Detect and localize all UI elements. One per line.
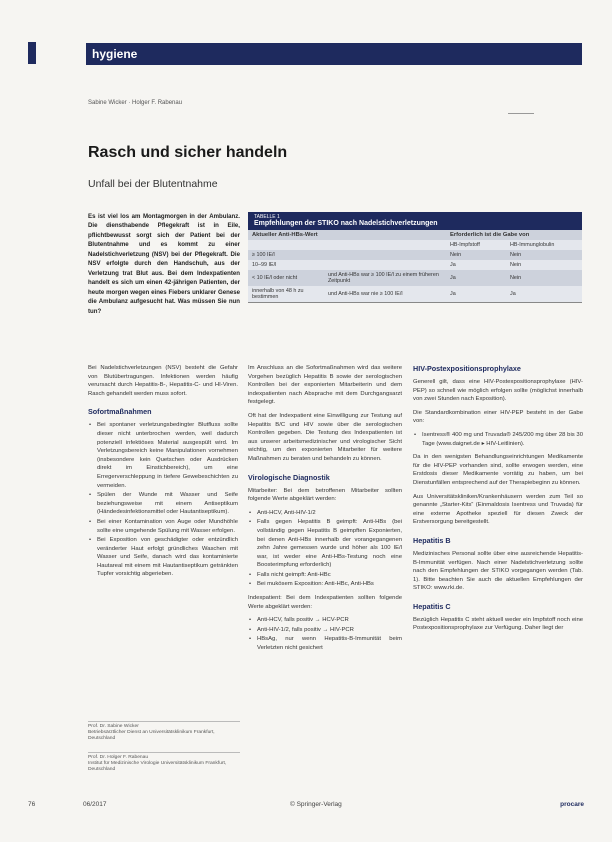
list-item: • Bei spontaner verletzungsbedingter Blutfluss sollte dieser nicht unterbrochen werden, weil dadurch potenziell infektiöses Material ausgespült wird. Im Verletzungsbereich keine Manipulationen vornehmen (insbesondere kein Quetschen oder Ausdrücken direkt im Einstichbereich), um eine Erregerverschleppung in tiefere Gewebeschichten zu vermeiden. xyxy=(88,421,238,490)
body-paragraph: Bezüglich Hepatitis C steht aktuell weder ein Impfstoff noch eine Postexpositionsprophylaxe zur Verfügung. Daher liegt der xyxy=(413,616,583,632)
list-item: • Anti-HCV, falls positiv → HCV-PCR xyxy=(248,616,402,625)
table-subheader: HB-Impfstoff xyxy=(446,240,506,250)
publisher: © Springer-Verlag xyxy=(290,801,342,808)
text-column-2 xyxy=(248,364,402,658)
body-paragraph: Mitarbeiter: Bei dem betroffenen Mitarbeiter sollten folgende Werte abgeklärt werden: xyxy=(248,487,402,503)
list-item: • Isentress® 400 mg und Truvada® 245/200 mg über 28 bis 30 Tage (www.daignet.de ▸ HIV-Leitlinien). xyxy=(413,431,583,448)
table-row xyxy=(248,260,582,270)
table-row xyxy=(248,270,582,286)
table-cell: Nein xyxy=(506,250,582,260)
text-column-1 xyxy=(88,364,238,584)
author-affiliation: Institut für Medizinische Virologie Universitätsklinikum Frankfurt, Deutschland xyxy=(88,761,227,773)
body-paragraph: Die Standardkombination einer HIV-PEP besteht in der Gabe von: xyxy=(413,409,583,425)
body-paragraph: Im Anschluss an die Sofortmaßnahmen wird das weitere Vorgehen bezüglich Hepatitis B sowie der serologischen Kontrollen bei der exponierten Mitarbeiterin und dem indexpatienten nach Absprache mit dem Durchgangsarzt festgelegt. xyxy=(248,365,402,406)
body-paragraph: Generell gilt, dass eine HIV-Postexpositionsprophylaxe (HIV-PEP) so schnell wie möglich erfolgen sollte (möglichst innerhalb von zwei Stunden nach Exposition). xyxy=(413,379,583,403)
list-item: • Anti-HIV-1/2, falls positiv → HIV-PCR xyxy=(248,626,402,635)
section-heading: HIV-Postexpositionsprophylaxe xyxy=(413,364,521,373)
section-label: hygiene xyxy=(92,47,138,61)
text-column-3 xyxy=(413,364,583,638)
table-cell: Nein xyxy=(506,270,582,286)
page-number: 76 xyxy=(28,801,36,808)
list-item: • Anti-HCV, Anti-HIV-1/2 xyxy=(248,509,402,518)
list-item: • Bei mukösem Exposition: Anti-HBc, Anti-HBs xyxy=(248,580,402,589)
list-item: • Bei einer Kontamination von Auge oder Mundhöhle sollte eine umgehende Spülung mit Wasser erfolgen. xyxy=(88,518,238,535)
table-cell: Ja xyxy=(446,286,506,303)
body-paragraph: Indexpatient: Bei dem Indexpatienten sollten folgende Werte abgeklärt werden: xyxy=(248,595,402,610)
table-cell: 10–99 IE/l xyxy=(248,260,446,270)
bullet-list xyxy=(88,421,238,579)
table-cell: ≥ 100 IE/l xyxy=(248,250,446,260)
page-title: Rasch und sicher handeln xyxy=(88,144,288,161)
section-marker xyxy=(28,42,36,64)
journal-brand: procare xyxy=(560,801,584,808)
table-tag: TABELLE 1 xyxy=(254,214,280,220)
author-affiliation: Betriebsärztlicher Dienst an Universitätsklinikum Frankfurt, Deutschland xyxy=(88,730,215,742)
section-heading: Virologische Diagnostik xyxy=(248,472,330,482)
list-item: • Spülen der Wunde mit Wasser und Seife beziehungsweise mit einem Antiseptikum (Händedesinfektionsmittel oder Hautantiseptikum). xyxy=(88,491,238,517)
section-heading: Hepatitis B xyxy=(413,535,451,545)
list-item: • Bei Exposition von geschädigter oder entzündlich veränderter Haut erfolgt gründliches Waschen mit Wasser und Seife, danach wird das kontaminierte Hautareal mit einem mit Hautantiseptikum getränkten Tupfer vorsichtig abgerieben. xyxy=(88,536,238,579)
table-cell xyxy=(248,240,446,250)
section-header xyxy=(86,43,582,65)
table-cell: Ja xyxy=(446,260,506,270)
bullet-list xyxy=(248,509,402,589)
author-name: Prof. Dr. Holger F. Rabenau xyxy=(88,755,149,760)
table-cell: Nein xyxy=(506,260,582,270)
page-subtitle: Unfall bei der Blutentnahme xyxy=(88,178,218,190)
table-col-header: Aktueller Anti-HBs-Wert xyxy=(248,230,446,240)
table-title: Empfehlungen der STIKO nach Nadelstichverletzungen xyxy=(254,220,438,227)
body-paragraph: Medizinisches Personal sollte über eine ausreichende Hepatitis-B-Immunität verfügen. Nach einer Nadelstichverletzung sollte nach den Empfehlungen der STIKO vorgegangen werden (Tab. 1). Bitte beachten Sie auch die aktuellen Empfehlungen der STIKO: www.rki.de. xyxy=(413,550,583,592)
byline: Sabine Wicker · Holger F. Rabenau xyxy=(88,100,183,106)
table-row xyxy=(248,250,582,260)
table-cell: Ja xyxy=(506,286,582,303)
page-footer xyxy=(28,801,584,813)
lead-paragraph: Es ist viel los am Montagmorgen in der Ambulanz. Die diensthabende Pflegekraft ist in Eile, pflichtbewusst sorgt sich der Patient bei der Blutentnahme und es kommt zu einer Nadelstichverletzung (NSV) bei der Pflegekraft. Die NSV erfolgte durch den Handschuh, aus der Verletzung trat Blut aus. Bei dem Indexpatienten handelt es sich um einen 42-jährigen Patienten, der heute morgen wegen eines Fiebers unklarer Genese die Ambulanz aufgesucht hat. Was müssen Sie nun tun? xyxy=(88,213,240,315)
list-item: • HBsAg, nur wenn Hepatitis-B-Immunität beim Verletzten nicht gesichert xyxy=(248,635,402,652)
stiko-table xyxy=(248,212,582,303)
issue-number: 06/2017 xyxy=(83,801,107,808)
author-name: Prof. Dr. Sabine Wicker xyxy=(88,724,139,729)
body-paragraph: Da in den wenigsten Behandlungseinrichtungen Medikamente für die HIV-PEP vorhanden sind, sollte erwogen werden, eine Erstdosis dieser Medikamente vorrätig zu haben, um bei Dienstunfällen entsprechend auf der Therapiebeginn zu können. xyxy=(413,454,583,486)
table-header xyxy=(248,212,582,230)
list-item: • Falls nicht geimpft: Anti-HBc xyxy=(248,571,402,580)
section-heading: Hepatitis C xyxy=(413,601,451,611)
table-col-header: Erforderlich ist die Gabe von xyxy=(446,230,582,240)
author-box xyxy=(88,721,240,743)
intro-paragraph: Bei Nadelstichverletzungen (NSV) besteht die Gefahr von Blutübertragungen. Infektionen werden häufig verursacht durch Hepatitis-B-, Hepatitis-C- und HI-Viren. Rasch gehandelt werden muss sofort. xyxy=(88,365,238,397)
table-cell: Ja xyxy=(446,270,506,286)
table-cell: und Anti-HBs war ≥ 100 IE/l zu einem früheren Zeitpunkt xyxy=(324,270,446,286)
table-body xyxy=(248,230,582,303)
body-paragraph: Aus Universitätskliniken/Krankenhäusern werden zum Teil so genannte „Starter-Kits“ (Einmaldosis Isentress und Truvada) für eine externe Apotheke speziell für diesen Zweck der Erstversorgung bereitgestellt. xyxy=(413,493,583,526)
header-rule xyxy=(508,113,534,114)
table-subheader: HB-Immunglobulin xyxy=(506,240,582,250)
list-item: • Falls gegen Hepatitis B geimpft: Anti-HBs (bei vollständig gegen Hepatitis B geimpften Exponierten, bei denen Anti-HBs innerhalb der vorangegangenen zehn Jahre gemessen wurde und höher als 100 IE/l war, ist weder eine Anti-HBs-Testung noch eine Boosterimpfung erforderlich) xyxy=(248,518,402,570)
section-heading: Sofortmaßnahmen xyxy=(88,407,152,417)
table-cell: Nein xyxy=(446,250,506,260)
author-box xyxy=(88,752,240,774)
bullet-list xyxy=(248,616,402,652)
bullet-list xyxy=(413,431,583,448)
body-paragraph: Oft hat der Indexpatient eine Einwilligung zur Testung auf Hepatitis B/C und HIV sowie über die serologischen Kontrollen gegeben. Die Testung des Indexpatienten ist aus unserer arbeitsmedizinischer und virologischer Sicht wichtig, um den exponierten Mitarbeiter für weitere Maßnahmen zu beraten und behandeln zu können. xyxy=(248,412,402,462)
table-row xyxy=(248,286,582,303)
table-cell: und Anti-HBs war nie ≥ 100 IE/l xyxy=(324,286,446,303)
table-cell: < 10 IE/l oder nicht xyxy=(248,270,324,286)
table-cell: innerhalb von 48 h zu bestimmen xyxy=(248,286,324,303)
